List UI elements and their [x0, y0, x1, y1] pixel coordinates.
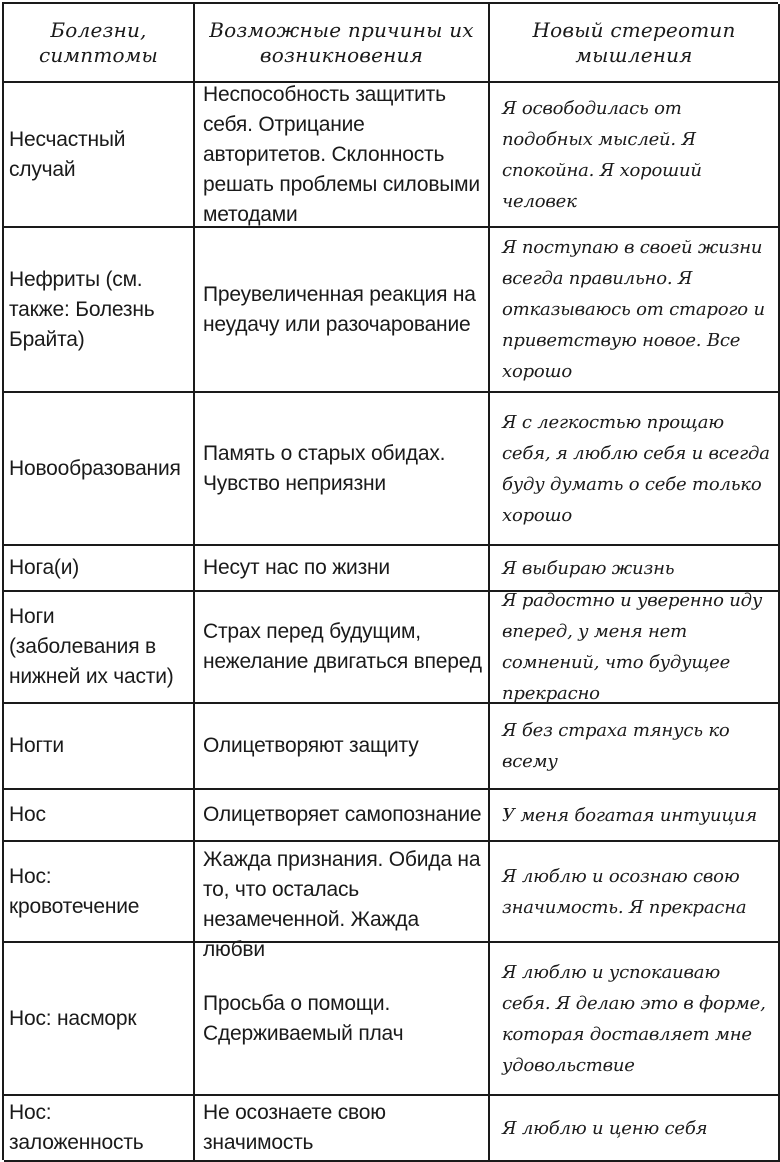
row-symptom: Нос: кровотечение: [4, 842, 195, 943]
row-cause: Память о старых обидах. Чувство неприязни: [195, 393, 490, 546]
row-symptom: Нога(и): [4, 546, 195, 592]
row-cause: Олицетворяет самопознание: [195, 790, 490, 842]
disease-table: [2, 2, 778, 1160]
row-symptom: Несчастный случай: [4, 83, 195, 228]
header-affirmation: Новый стереотип мышления: [490, 4, 780, 83]
row-cause: Преувеличенная реакция на неудачу или разочарование: [195, 228, 490, 393]
header-symptoms: Болезни, симптомы: [4, 4, 195, 83]
row-cause: Не осознаете свою значимость: [195, 1096, 490, 1162]
row-cause: Олицетворяют защиту: [195, 704, 490, 790]
row-symptom: Ногти: [4, 704, 195, 790]
row-affirmation: Я освободилась от подобных мыслей. Я спокойна. Я хороший человек: [490, 83, 780, 228]
row-affirmation: Я люблю и осознаю свою значимость. Я прекрасна: [490, 842, 780, 943]
header-causes: Возможные причины их возникновения: [195, 4, 490, 83]
row-symptom: Новообразования: [4, 393, 195, 546]
row-affirmation: У меня богатая интуиция: [490, 790, 780, 842]
row-cause: Просьба о помощи. Сдерживаемый плач: [195, 943, 490, 1096]
row-affirmation: Я без страха тянусь ко всему: [490, 704, 780, 790]
row-affirmation: Я с легкостью прощаю себя, я люблю себя и всегда буду думать о себе только хорошо: [490, 393, 780, 546]
row-cause: Неспособность защитить себя. Отрицание авторитетов. Склонность решать проблемы силовыми методами: [195, 83, 490, 228]
row-symptom: Нос: [4, 790, 195, 842]
row-cause: Страх перед будущим, нежелание двигаться вперед: [195, 592, 490, 704]
row-cause: Несут нас по жизни: [195, 546, 490, 592]
row-symptom: Нос: насморк: [4, 943, 195, 1096]
row-cause: Жажда признания. Обида на то, что осталась незамеченной. Жажда любви: [195, 842, 490, 943]
row-affirmation: Я выбираю жизнь: [490, 546, 780, 592]
row-symptom: Ноги (заболевания в нижней их части): [4, 592, 195, 704]
row-affirmation: Я поступаю в своей жизни всегда правильно. Я отказываюсь от старого и приветствую новое. Все хорошо: [490, 228, 780, 393]
row-symptom: Нефриты (см. также: Болезнь Брайта): [4, 228, 195, 393]
row-affirmation: Я радостно и уверенно иду вперед, у меня нет сомнений, что будущее прекрасно: [490, 592, 780, 704]
row-affirmation: Я люблю и ценю себя: [490, 1096, 780, 1162]
row-affirmation: Я люблю и успокаиваю себя. Я делаю это в форме, которая доставляет мне удовольствие: [490, 943, 780, 1096]
row-symptom: Нос: заложенность: [4, 1096, 195, 1162]
